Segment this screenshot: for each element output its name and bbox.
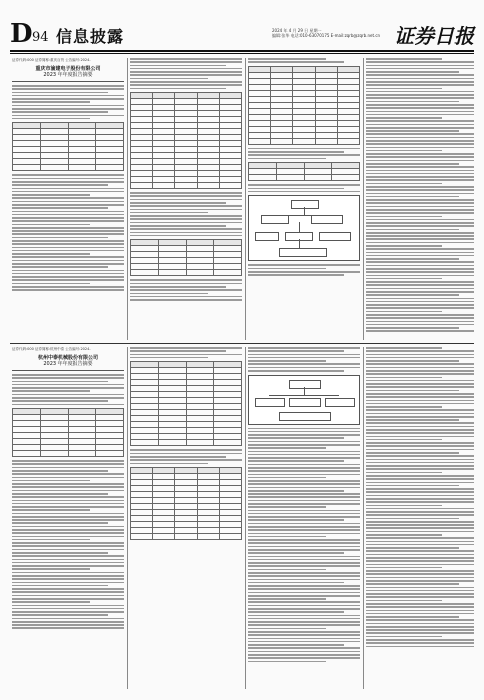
upper-col3-text-3	[248, 184, 360, 192]
upper-col2-text-1	[130, 58, 242, 89]
upper-col1-table-1	[12, 122, 124, 171]
lower-col3-text-2	[248, 428, 360, 663]
lower-col1-table-1	[12, 408, 124, 457]
upper-column-3	[248, 58, 360, 340]
upper-col3-table-2	[248, 162, 360, 181]
org-chart-bottom-box	[279, 412, 331, 421]
org-chart-box	[319, 232, 351, 241]
lower-code-line: 证券代码:000 证券简称:杭州中泰 公告编号:2024-	[12, 347, 91, 351]
page-number: 94	[32, 30, 49, 45]
upper-col3-table-1	[248, 66, 360, 145]
upper-col3-text-4	[248, 264, 360, 275]
lower-column-1	[12, 347, 124, 689]
upper-col1-text-2	[12, 174, 124, 290]
lower-col2-table-1	[130, 361, 242, 446]
paper-logo: 证券日报	[394, 24, 474, 48]
column-divider	[363, 347, 364, 689]
column-divider	[245, 58, 246, 340]
lower-column-4	[366, 347, 474, 689]
masthead-rule-thin	[10, 53, 474, 54]
lower-column-3	[248, 347, 360, 689]
org-chart-box	[255, 232, 279, 241]
issue-date: 2024 年 4 月 29 日 星期一	[272, 28, 322, 33]
upper-col4-text	[366, 58, 474, 332]
upper-col2-text-2	[130, 192, 242, 236]
org-chart-top-box	[291, 200, 319, 209]
masthead	[10, 20, 474, 48]
lower-col1-text-2	[12, 460, 124, 629]
upper-company-name: 重庆市渝建电子股份有限公司	[35, 66, 101, 72]
lower-column-2	[130, 347, 242, 689]
lower-col4-text	[366, 347, 474, 647]
upper-col2-text-3	[130, 279, 242, 300]
lower-col2-text-2	[130, 449, 242, 464]
org-chart-box	[255, 398, 285, 407]
column-divider	[127, 58, 128, 340]
upper-column-2	[130, 58, 242, 340]
upper-announcement-heading	[12, 66, 124, 78]
column-divider	[127, 347, 128, 689]
org-chart-bottom-box	[279, 248, 327, 257]
upper-org-chart	[248, 195, 360, 261]
lower-report-title: 2023 年年度报告摘要	[43, 361, 93, 367]
upper-column-1	[12, 58, 124, 340]
upper-col3-text-1	[248, 58, 360, 63]
lower-org-chart	[248, 375, 360, 425]
contact-line: 编辑:张华 电话:010-63070175 E-mail:zqrb@zqrb.net.cn	[272, 33, 381, 38]
org-chart-box	[261, 215, 289, 224]
lower-announcement-heading	[12, 355, 124, 367]
lower-col2-text-1	[130, 347, 242, 358]
org-chart-box	[311, 215, 343, 224]
lower-heading-rule	[12, 370, 124, 371]
section-letter: D	[10, 19, 33, 49]
upper-col2-table-1	[130, 92, 242, 189]
upper-col2-table-2	[130, 239, 242, 276]
lower-col1-text-1	[12, 374, 124, 405]
masthead-rule	[10, 50, 474, 52]
lower-col2-table-2	[130, 467, 242, 540]
section-title: 信息披露	[56, 27, 125, 46]
column-divider	[363, 58, 364, 340]
upper-column-4	[366, 58, 474, 340]
lower-col3-text-1	[248, 347, 360, 372]
column-divider	[245, 347, 246, 689]
lower-company-name: 杭州中泰机械股份有限公司	[37, 355, 98, 361]
upper-code-line: 证券代码:000 证券简称:重庆百货 公告编号:2024-	[12, 58, 91, 62]
org-chart-top-box	[289, 380, 321, 389]
upper-heading-rule	[12, 81, 124, 82]
org-chart-box	[325, 398, 355, 407]
upper-col1-text-1	[12, 85, 124, 119]
upper-report-title: 2023 年年度报告摘要	[43, 72, 93, 78]
org-chart-box	[289, 398, 321, 407]
half-page-divider	[10, 343, 474, 344]
upper-col3-text-2	[248, 148, 360, 159]
